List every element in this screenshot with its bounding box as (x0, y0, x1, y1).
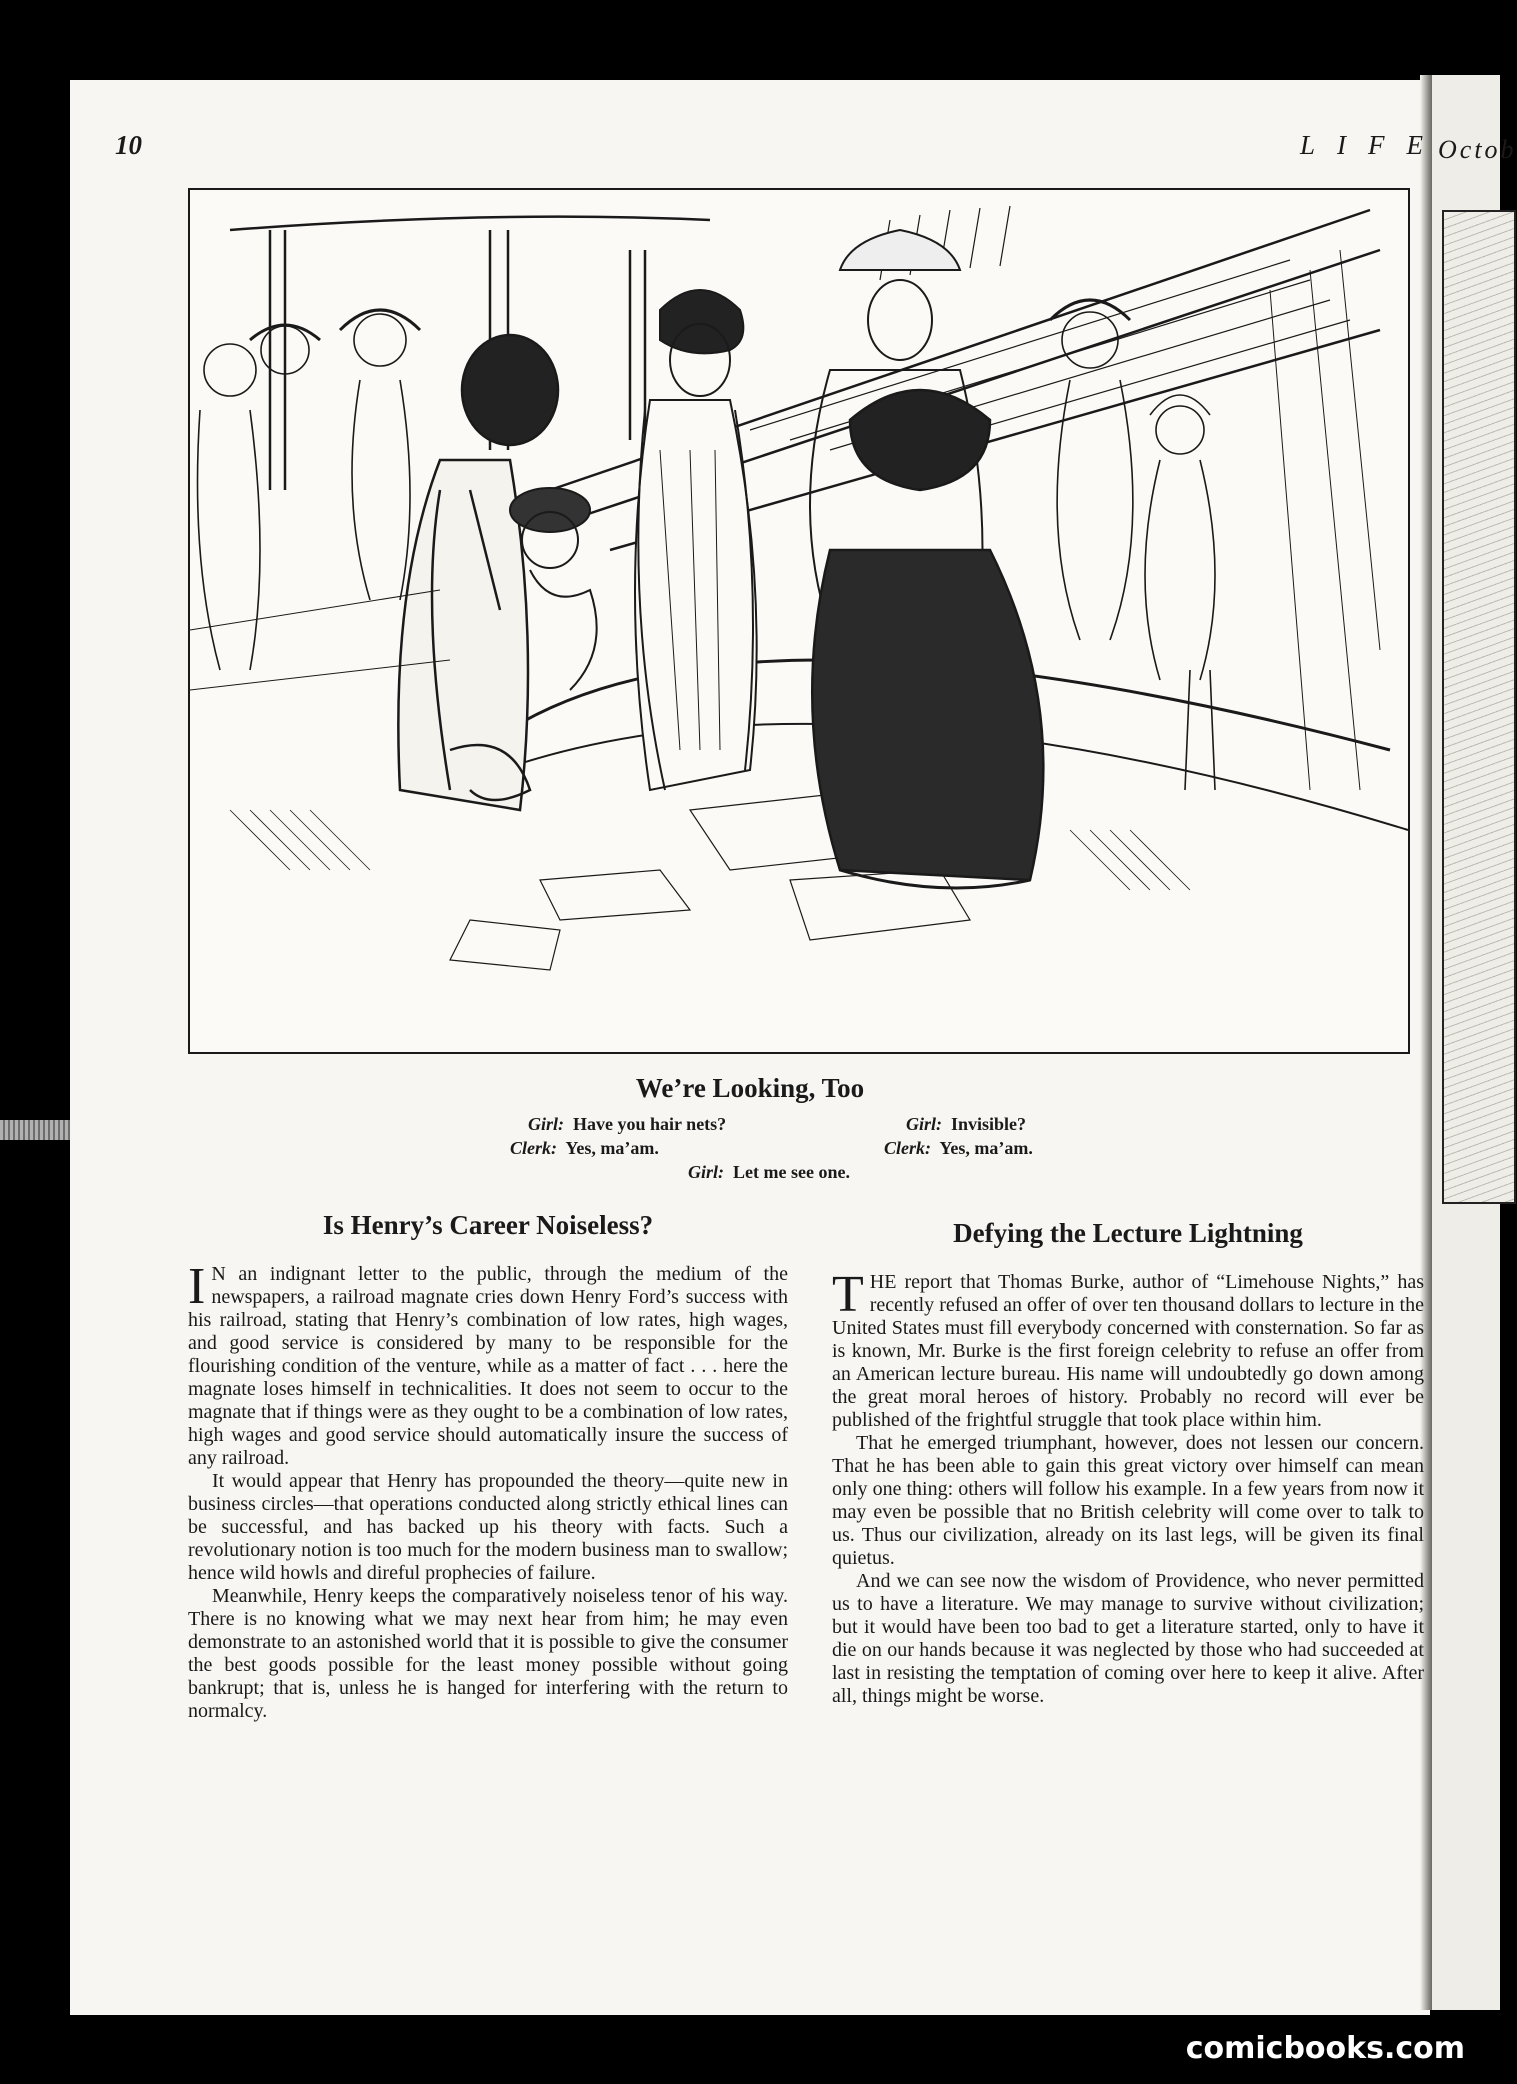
article-paragraph: THE report that Thomas Burke, author of “Limehouse Nights,” has recently refused an offer of over ten thousand dollars to lecture in the United States must fill everybody concerned with consternation. So far as is known, Mr. Burke is the first foreign celebrity to refuse an offer from an American lecture bureau. His name will undoubtedly go down among the great moral heroes of history. Probably no record will ever be published of the frightful struggle that took place within him. (832, 1266, 1424, 1431)
dialogue-text: Yes, ma’am. (565, 1138, 659, 1158)
dialogue-text: Invisible? (951, 1114, 1027, 1134)
dialogue-line (884, 1136, 1033, 1160)
next-page-header: Octob (1438, 135, 1517, 164)
article-henrys-career (188, 1210, 788, 1723)
article-paragraph: It would appear that Henry has propounded the theory—quite new in business circles—that operations conducted along strictly ethical lines can be successful, and has backed up his theory with facts. Such a revolutionary notion is too much for the modern business man to swallow; hence wild howls and direful prophecies of failure. (188, 1470, 788, 1584)
dialogue-text: Have you hair nets? (573, 1114, 727, 1134)
cartoon-illustration (188, 188, 1410, 1054)
dialogue-line (906, 1112, 1026, 1136)
dialogue-speaker: Clerk: (884, 1138, 931, 1158)
article-paragraph: I N an indignant letter to the public, through the medium of the newspapers, a railroad magnate cries down Henry Ford’s success with his railroad, stating that Henry’s combination of low rates, high wages, and good service is considered by many to be responsible for the flourishing condition of the venture, while as a matter of fact . . . here the magnate loses himself in technicalities. It does not seem to occur to the magnate that if things were as they ought to be a combination of low rates, high wages and good service should automatically insure the success of any railroad. (188, 1258, 788, 1469)
dialogue-text: Let me see one. (733, 1162, 850, 1182)
site-watermark: comicbooks.com (1185, 2031, 1465, 2066)
dialogue-text: Yes, ma’am. (939, 1138, 1033, 1158)
dialogue-speaker: Girl: (906, 1114, 942, 1134)
dialogue-line (510, 1136, 659, 1160)
article-paragraph: That he emerged triumphant, however, does not lessen our concern. That he has been able to gain this great victory over himself can mean only one thing: others will follow his example. In a few years from now it may even be possible that no British celebrity will come over to talk to us. Thus our civilization, already on its last legs, will be given its final quietus. (832, 1432, 1424, 1569)
drop-cap: I (188, 1258, 206, 1315)
dialogue-line (688, 1160, 850, 1184)
dialogue-speaker: Girl: (528, 1114, 564, 1134)
article-title: Defying the Lecture Lightning (953, 1218, 1303, 1248)
store-counter-drawing-icon (190, 190, 1408, 1052)
drop-cap: T (832, 1266, 864, 1323)
dialogue-speaker: Clerk: (510, 1138, 557, 1158)
page-edge-stain (0, 1120, 80, 1140)
next-page-illustration (1442, 210, 1516, 1204)
article-paragraph: And we can see now the wisdom of Providence, who never permitted us to have a literature. We may manage to survive without civilization; but it would have been too bad to get a literature started, only to have it die on our hands because it was neglected by those who had succeeded at last in resisting the temptation of coming over here to keep it alive. After all, things might be worse. (832, 1570, 1424, 1707)
article-paragraph: Meanwhile, Henry keeps the comparatively noiseless tenor of his way. There is no knowing what we may next hear from him; he may even demonstrate to an astonished world that it is possible to give the consumer the best goods possible for the least money possible without going bankrupt; that is, unless he is hanged for interfering with the return to normalcy. (188, 1585, 788, 1722)
next-page-edge (1432, 75, 1517, 2010)
cartoon-caption-title: We’re Looking, Too (635, 1073, 865, 1103)
dialogue-speaker: Girl: (688, 1162, 724, 1182)
dialogue-line (528, 1112, 726, 1136)
magazine-title: LIFE (1300, 130, 1445, 160)
article-lecture-lightning (832, 1218, 1424, 1708)
article-title: Is Henry’s Career Noiseless? (322, 1210, 654, 1240)
page-number: 10 (115, 130, 142, 160)
